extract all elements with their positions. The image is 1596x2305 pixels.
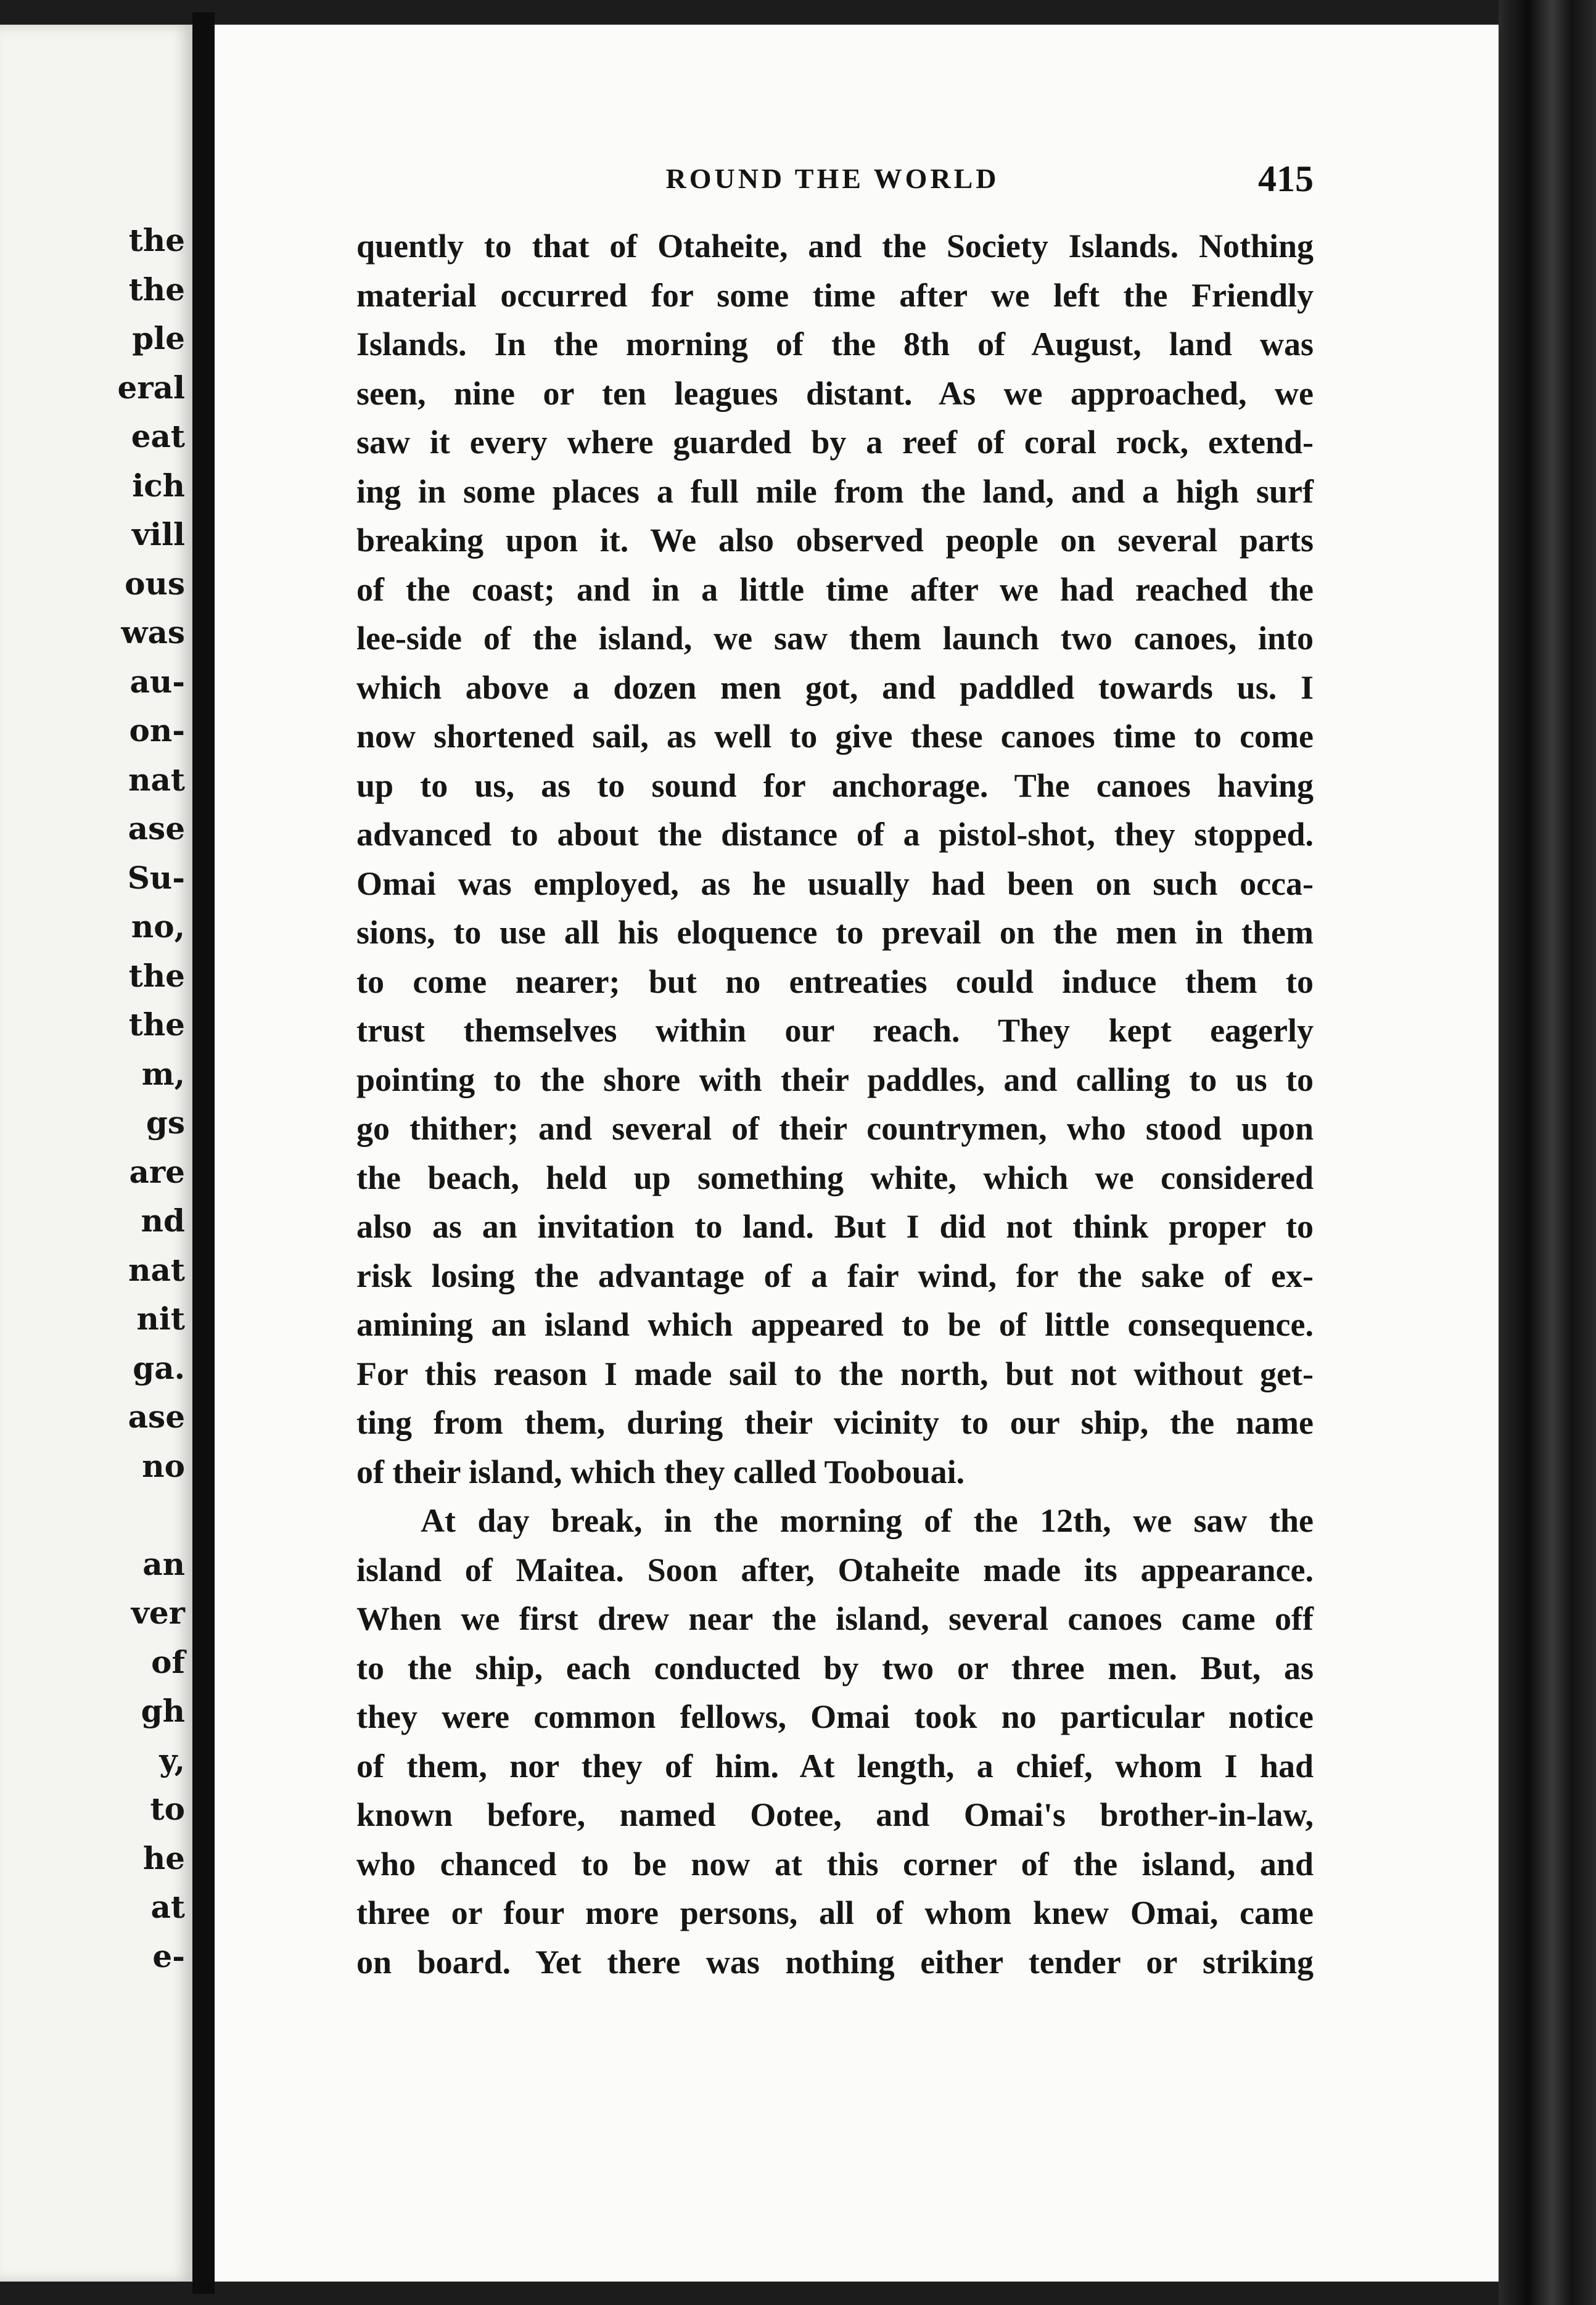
- text-line: of their island, which they called Toobouai.: [356, 1453, 965, 1490]
- left-page-fragment: m,: [141, 1055, 185, 1092]
- left-page-fragment: no,: [131, 908, 185, 945]
- text-line: advanced to about the distance of a pistol-shot, they stopped.: [356, 816, 1314, 853]
- left-page-fragment: au-: [130, 663, 185, 700]
- body-text: [356, 222, 1314, 1987]
- text-line: the beach, held up something white, which we considered: [356, 1159, 1314, 1196]
- text-line: also as an invitation to land. But I did not think proper to: [356, 1208, 1314, 1245]
- left-page-fragment: the: [128, 271, 185, 308]
- left-page: [0, 25, 192, 2282]
- text-line: which above a dozen men got, and paddled towards us. I: [356, 668, 1314, 706]
- text-line: breaking upon it. We also observed people on several parts: [356, 522, 1314, 559]
- left-page-fragment: ase: [128, 1399, 185, 1435]
- left-page-fragment: nat: [128, 1251, 185, 1288]
- left-page-fragment: gh: [141, 1693, 185, 1729]
- text-line: known before, named Ootee, and Omai's brother-in-law,: [356, 1796, 1314, 1833]
- left-page-fragment: the: [128, 222, 185, 258]
- left-page-fragment: ich: [132, 467, 185, 504]
- left-page-fragment: an: [142, 1545, 185, 1582]
- text-line: sions, to use all his eloquence to prevail on the men in them: [356, 914, 1314, 951]
- text-line: to come nearer; but no entreaties could induce them to: [356, 963, 1314, 1000]
- left-page-fragment: e-: [152, 1937, 185, 1974]
- left-page-fragment: are: [129, 1153, 185, 1190]
- left-page-fragment: the: [128, 1006, 185, 1043]
- left-page-fragment: on-: [129, 712, 185, 749]
- text-line: of them, nor they of him. At length, a chief, whom I had: [356, 1747, 1314, 1785]
- text-line: now shortened sail, as well to give these canoes time to come: [356, 718, 1314, 755]
- book-gutter: [192, 12, 215, 2294]
- running-title: ROUND THE WORLD: [665, 163, 1000, 194]
- text-line: lee-side of the island, we saw them launch two canoes, into: [356, 620, 1314, 657]
- text-line: ing in some places a full mile from the land, and a high surf: [356, 472, 1314, 510]
- left-page-fragment: nat: [128, 761, 185, 798]
- text-line: three or four more persons, all of whom knew Omai, came: [356, 1894, 1314, 1931]
- text-line: For this reason I made sail to the north, but not without get-: [356, 1355, 1314, 1392]
- text-line: island of Maitea. Soon after, Otaheite made its appearance.: [356, 1551, 1314, 1588]
- left-page-fragment: ver: [131, 1595, 185, 1631]
- text-line: who chanced to be now at this corner of the island, and: [356, 1845, 1314, 1883]
- left-page-fragment: ple: [132, 320, 185, 356]
- text-line: go thither; and several of their countrymen, who stood upon: [356, 1110, 1314, 1147]
- text-line: they were common fellows, Omai took no particular notice: [356, 1698, 1314, 1735]
- left-page-fragment: ase: [128, 810, 185, 847]
- text-line: risk losing the advantage of a fair wind, for the sake of ex-: [356, 1257, 1314, 1294]
- left-page-fragment: at: [150, 1889, 185, 1925]
- left-page-fragment: eral: [117, 369, 185, 406]
- text-line: of the coast; and in a little time after we had reached the: [356, 570, 1314, 608]
- left-page-fragment: ous: [125, 565, 185, 602]
- left-page-fragment: nit: [136, 1300, 185, 1337]
- text-line: seen, nine or ten leagues distant. As we approached, we: [356, 374, 1314, 412]
- left-page-fragment: eat: [131, 418, 185, 454]
- running-head: [352, 157, 1314, 200]
- left-page-fragment: gs: [146, 1104, 185, 1141]
- left-page-fragment: ga.: [133, 1349, 185, 1386]
- left-page-fragment: the: [128, 957, 185, 994]
- left-page-fragment: nd: [141, 1202, 185, 1239]
- text-line: Omai was employed, as he usually had been on such occa-: [356, 865, 1314, 902]
- text-line: At day break, in the morning of the 12th, we saw the: [421, 1502, 1314, 1539]
- left-page-fragment: y,: [159, 1741, 185, 1778]
- left-page-fragment: Su-: [127, 859, 185, 896]
- text-line: up to us, as to sound for anchorage. The canoes having: [356, 766, 1314, 804]
- page-number: 415: [1258, 158, 1314, 199]
- text-line: material occurred for some time after we left the Friendly: [356, 276, 1314, 314]
- text-line: ting from them, during their vicinity to our ship, the name: [356, 1404, 1314, 1441]
- text-line: quently to that of Otaheite, and the Society Islands. Nothing: [356, 228, 1314, 265]
- text-line: trust themselves within our reach. They kept eagerly: [356, 1012, 1314, 1049]
- left-page-text-edge: [0, 216, 185, 1981]
- text-line: on board. Yet there was nothing either tender or striking: [356, 1943, 1314, 1981]
- text-line: to the ship, each conducted by two or three men. But, as: [356, 1649, 1314, 1687]
- left-page-fragment: [0, 1490, 185, 1540]
- left-page-fragment: to: [150, 1791, 185, 1827]
- text-line: saw it every where guarded by a reef of coral rock, extend-: [356, 424, 1314, 461]
- book-binding-edge: [1499, 0, 1596, 2305]
- text-line: Islands. In the morning of the 8th of August, land was: [356, 326, 1314, 363]
- left-page-fragment: no: [142, 1447, 185, 1484]
- text-line: pointing to the shore with their paddles, and calling to us to: [356, 1061, 1314, 1098]
- left-page-fragment: of: [151, 1643, 185, 1680]
- text-line: When we first drew near the island, several canoes came off: [356, 1600, 1314, 1637]
- left-page-fragment: he: [142, 1839, 185, 1876]
- text-line: amining an island which appeared to be of little consequence.: [356, 1306, 1314, 1343]
- left-page-fragment: vill: [131, 516, 185, 553]
- left-page-fragment: was: [121, 614, 185, 651]
